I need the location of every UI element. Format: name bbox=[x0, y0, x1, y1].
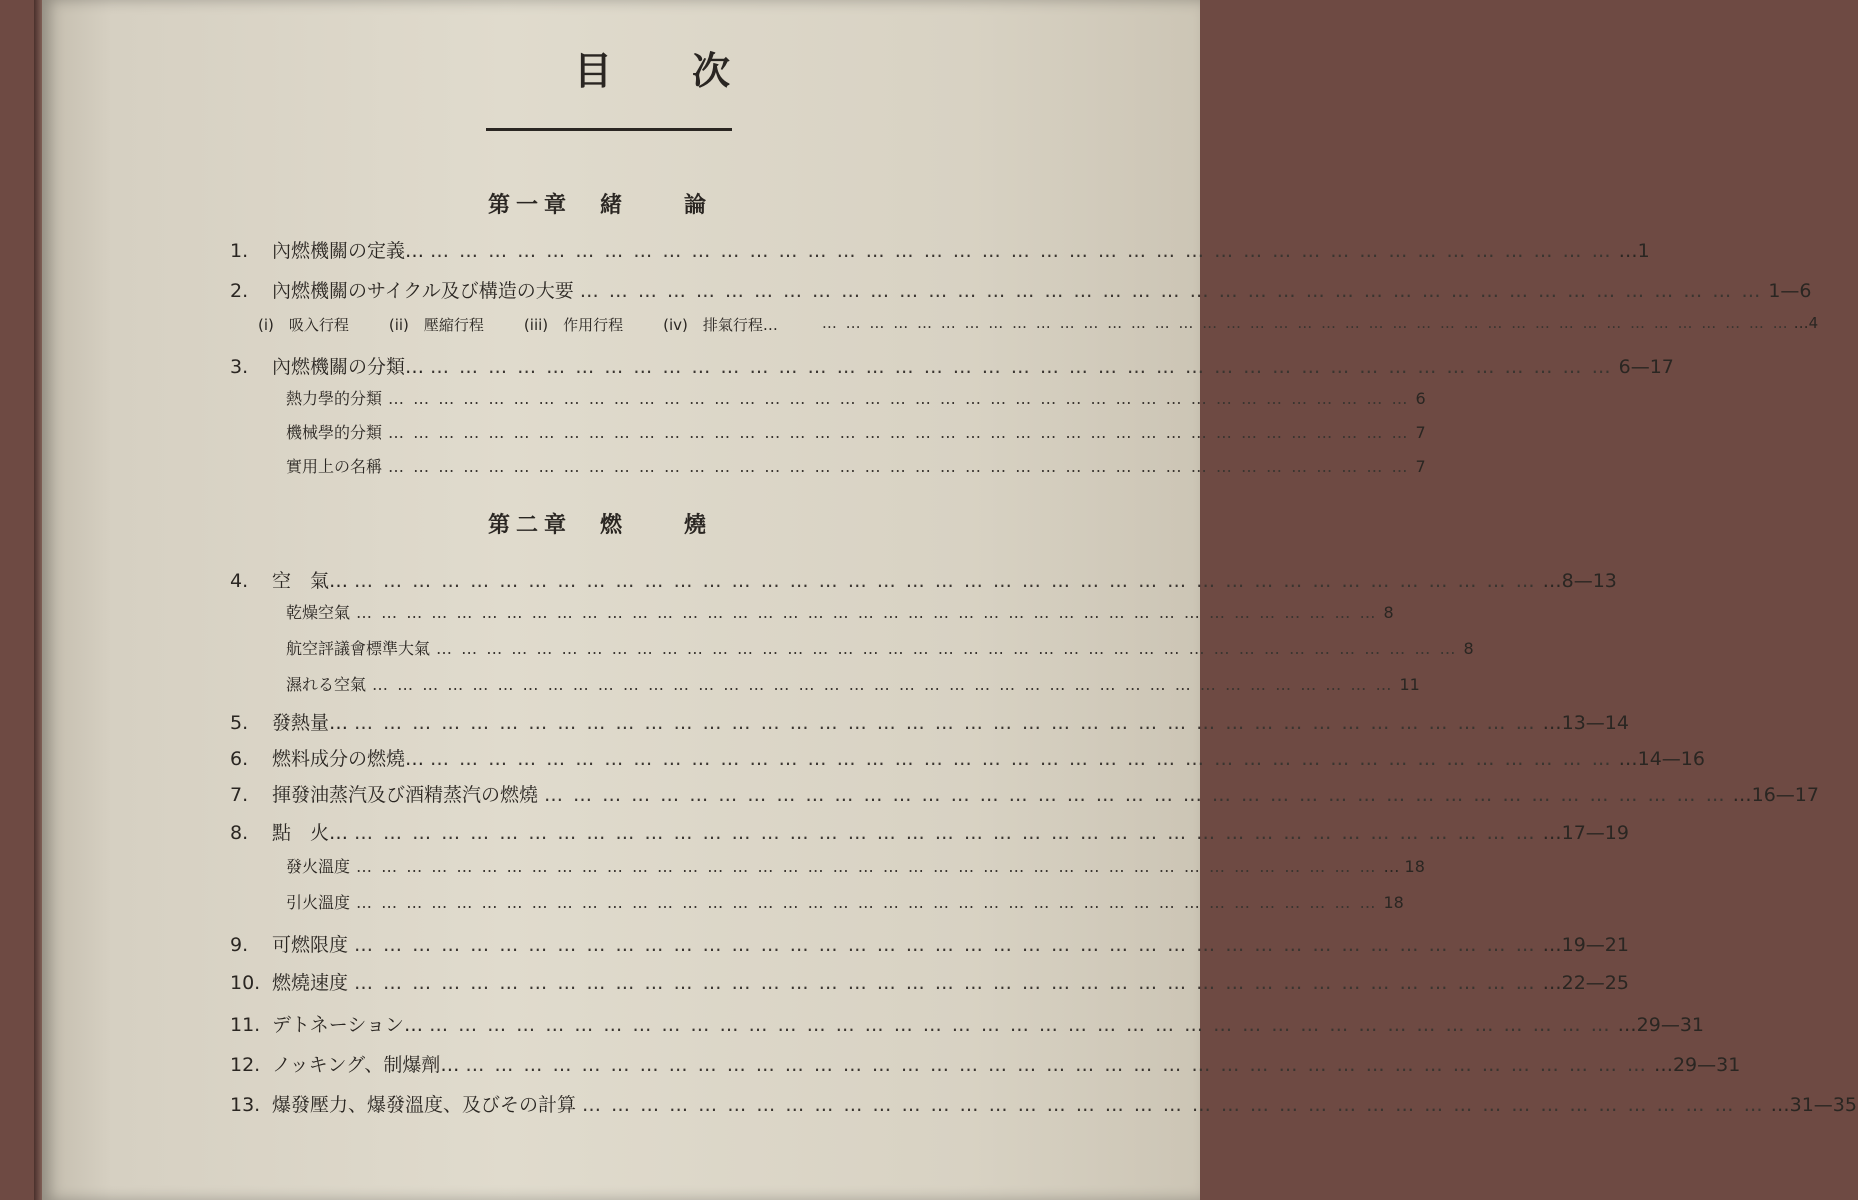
toc-subentry bbox=[230, 636, 1474, 666]
entry-page: …17—19 bbox=[1542, 822, 1629, 844]
entry-page: …31—35 bbox=[1770, 1094, 1857, 1116]
entry-page: …29—31 bbox=[1653, 1054, 1741, 1076]
page-title: 目次 bbox=[573, 49, 810, 93]
toc-subentry bbox=[230, 854, 1425, 884]
dot-leader bbox=[372, 675, 1393, 694]
entry-page: …16—17 bbox=[1732, 784, 1819, 806]
entry-label: 內燃機關の定義… bbox=[272, 240, 425, 262]
entry-page: 18 bbox=[1383, 893, 1404, 912]
entry-number: 10. bbox=[230, 972, 261, 994]
dot-leader bbox=[356, 893, 1377, 912]
entry-label: 內燃機關の分類… bbox=[272, 356, 425, 378]
entry-number: 12. bbox=[230, 1054, 261, 1076]
entry-page: 7 bbox=[1415, 457, 1426, 476]
toc-subentry bbox=[230, 420, 1426, 450]
dot-leader bbox=[356, 603, 1377, 622]
stroke-compression: (ii) 壓縮行程 bbox=[388, 316, 484, 334]
stroke-intake: (i) 吸入行程 bbox=[258, 316, 349, 334]
stroke-list bbox=[258, 314, 1819, 344]
entry-label: デトネーション… bbox=[272, 1014, 424, 1036]
toc-entry bbox=[230, 566, 1617, 596]
entry-number: 2. bbox=[230, 280, 249, 302]
dot-leader bbox=[430, 240, 1613, 262]
dot-leader bbox=[388, 423, 1409, 442]
entry-label: 乾燥空氣 bbox=[286, 603, 351, 622]
entry-label: 實用上の名稱 bbox=[286, 457, 383, 476]
toc-subentry bbox=[230, 600, 1394, 630]
dot-leader bbox=[354, 934, 1537, 956]
entry-label: 可燃限度 bbox=[272, 934, 349, 956]
title-underline bbox=[486, 128, 732, 131]
entry-number: 7. bbox=[230, 784, 249, 806]
toc-subentry bbox=[230, 672, 1420, 702]
entry-number: 11. bbox=[230, 1014, 261, 1036]
toc-entry bbox=[230, 744, 1705, 774]
toc-entry bbox=[230, 1010, 1705, 1040]
chapter-1-heading: 第一章 緒 論 bbox=[487, 193, 712, 218]
toc-entry bbox=[230, 930, 1629, 960]
entry-label: 航空評議會標準大氣 bbox=[286, 639, 431, 658]
entry-label: 揮發油蒸汽及び酒精蒸汽の燃燒 bbox=[272, 784, 539, 806]
toc-entry bbox=[230, 1050, 1741, 1080]
entry-label: 發熱量… bbox=[272, 712, 349, 734]
stroke-power: (iii) 作用行程 bbox=[523, 316, 624, 334]
entry-page: …1 bbox=[1618, 240, 1650, 262]
dot-leader bbox=[388, 457, 1409, 476]
entry-page: …14—16 bbox=[1618, 748, 1705, 770]
toc-entry bbox=[230, 236, 1650, 266]
entry-label: 燃料成分の燃燒… bbox=[272, 748, 425, 770]
entry-label: 燃燒速度 bbox=[272, 972, 349, 994]
entry-number: 6. bbox=[230, 748, 249, 770]
entry-label: 內燃機關のサイクル及び構造の大要 bbox=[272, 280, 574, 302]
entry-label: 機械學的分類 bbox=[286, 423, 383, 442]
toc-entry bbox=[230, 968, 1629, 998]
stroke-exhaust: (iv) 排氣行程… bbox=[663, 316, 778, 334]
entry-page: 8 bbox=[1463, 639, 1474, 658]
dot-leader bbox=[582, 1094, 1765, 1116]
entry-page: …8—13 bbox=[1542, 570, 1617, 592]
dot-leader bbox=[430, 356, 1613, 378]
dot-leader bbox=[580, 280, 1763, 302]
entry-number: 8. bbox=[230, 822, 249, 844]
entry-label: 發火溫度 bbox=[286, 857, 351, 876]
entry-page: … 18 bbox=[1383, 857, 1425, 876]
toc-entry bbox=[230, 780, 1819, 810]
toc-entry bbox=[230, 708, 1629, 738]
toc-entry bbox=[230, 1090, 1857, 1120]
entry-page: 11 bbox=[1399, 675, 1420, 694]
entry-label: 點 火… bbox=[272, 822, 349, 844]
entry-number: 1. bbox=[230, 240, 249, 262]
entry-number: 9. bbox=[230, 934, 249, 956]
entry-number: 13. bbox=[230, 1094, 261, 1116]
entry-page: …13—14 bbox=[1542, 712, 1629, 734]
entry-page: 6 bbox=[1415, 389, 1426, 408]
entry-label: 濕れる空氣 bbox=[286, 675, 367, 694]
entry-number: 5. bbox=[230, 712, 249, 734]
entry-label: 爆發壓力、爆發溫度、及びその計算 bbox=[272, 1094, 577, 1116]
entry-page: 1—6 bbox=[1768, 280, 1812, 302]
dot-leader bbox=[388, 389, 1409, 408]
entry-label: 空 氣… bbox=[272, 570, 349, 592]
entry-page: 7 bbox=[1415, 423, 1426, 442]
toc-subentry bbox=[230, 386, 1426, 416]
entry-number: 4. bbox=[230, 570, 249, 592]
toc-subentry bbox=[230, 890, 1404, 920]
chapter-2-heading: 第二章 燃 燒 bbox=[487, 513, 712, 538]
entry-number: 3. bbox=[230, 356, 249, 378]
toc-entry bbox=[230, 276, 1812, 306]
dot-leader bbox=[430, 748, 1613, 770]
dot-leader bbox=[429, 1014, 1612, 1036]
dot-leader bbox=[354, 822, 1537, 844]
toc-entry bbox=[230, 352, 1674, 382]
dot-leader bbox=[544, 784, 1727, 806]
entry-label: 引火溫度 bbox=[286, 893, 351, 912]
dot-leader bbox=[354, 712, 1537, 734]
toc-entry bbox=[230, 818, 1629, 848]
stroke-exhaust-row bbox=[663, 314, 1858, 335]
toc-subentry bbox=[230, 454, 1426, 484]
entry-label: 熱力學的分類 bbox=[286, 389, 383, 408]
dot-leader bbox=[356, 857, 1377, 876]
dot-leader bbox=[436, 639, 1457, 658]
dot-leader bbox=[465, 1054, 1648, 1076]
entry-page: …19—21 bbox=[1542, 934, 1629, 956]
entry-page: 6—17 bbox=[1618, 356, 1674, 378]
entry-page: 8 bbox=[1383, 603, 1394, 622]
entry-label: ノッキング、制爆劑… bbox=[272, 1054, 460, 1076]
dot-leader bbox=[354, 570, 1537, 592]
dot-leader bbox=[354, 972, 1537, 994]
entry-page: …22—25 bbox=[1542, 972, 1629, 994]
entry-page: …29—31 bbox=[1617, 1014, 1705, 1036]
dot-leader bbox=[822, 314, 1790, 335]
entry-page: …4 bbox=[1793, 314, 1819, 332]
